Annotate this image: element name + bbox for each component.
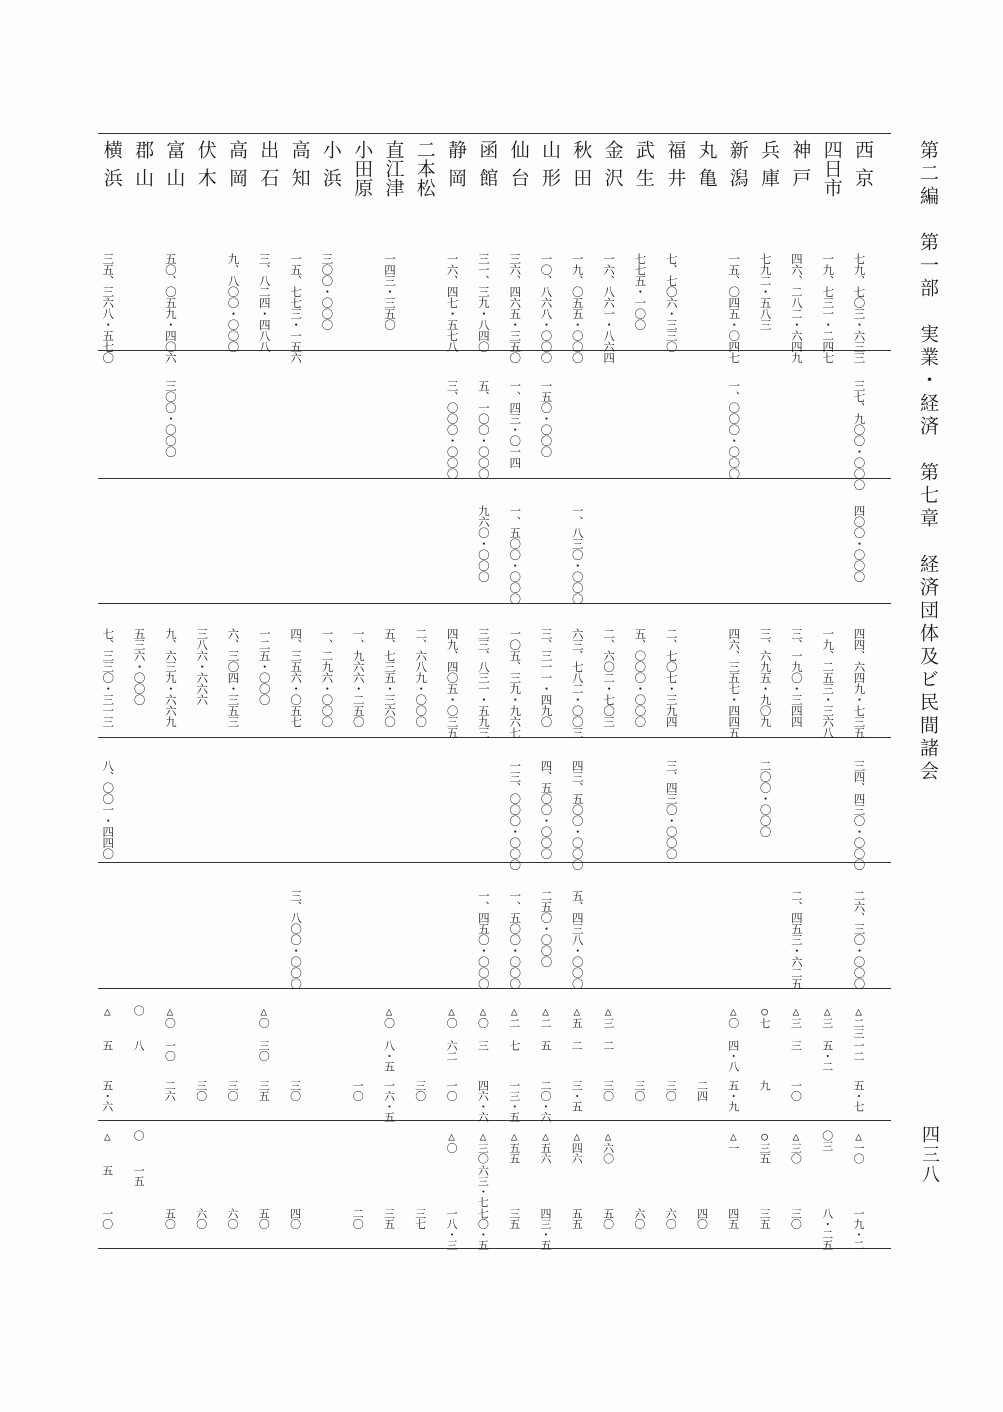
- city-name: 富山: [163, 140, 186, 196]
- cell-c7b: 五・二: [820, 1040, 834, 1072]
- cell-c1: 七九二・五八三: [758, 253, 773, 330]
- cell-c7b: 一二: [852, 1040, 865, 1061]
- cell-c9a: △五六: [539, 1130, 552, 1164]
- cell-c9a: △〇: [445, 1130, 459, 1153]
- city-name: 四日市: [820, 140, 843, 197]
- cell-c7b: 五: [100, 1040, 114, 1051]
- cell-c8: 一〇: [351, 1080, 365, 1101]
- cell-c10: 三〇: [789, 1208, 803, 1229]
- cell-c2: 一五〇・〇〇〇: [539, 380, 554, 457]
- cell-c8: 四六・六: [476, 1080, 490, 1122]
- cell-c4: 四六、三五七・四四五: [727, 628, 742, 738]
- cell-c8: 二四: [695, 1080, 709, 1101]
- cell-c10: 三五: [507, 1208, 521, 1229]
- cell-c1: 一九、七三一・二四七: [821, 253, 836, 363]
- cell-c9b: 五: [100, 1165, 114, 1176]
- table-bottom-rule: [98, 1248, 891, 1249]
- cell-c2: 三〇〇・〇〇〇: [163, 380, 178, 457]
- cell-c10: 一〇: [100, 1208, 114, 1229]
- cell-c7b: 三〇: [257, 1040, 271, 1061]
- cell-c10: 四〇: [695, 1208, 709, 1229]
- cell-c9a: △三〇: [476, 1130, 490, 1164]
- cell-c3: 一、八三〇・〇〇〇: [570, 505, 585, 604]
- cell-c4: 七、三三〇・三一三: [101, 628, 116, 727]
- cell-c9a: △: [100, 1130, 114, 1143]
- cell-c1: 七九、七〇三・六三三: [852, 253, 867, 363]
- cell-c10: 八・二五: [820, 1208, 834, 1250]
- cell-c9b: 六三・七: [476, 1165, 490, 1207]
- cell-c1: 三〇〇・〇〇〇: [320, 253, 335, 330]
- cell-c4: 九、六三九・六六九: [163, 628, 178, 727]
- cell-c4: 二、六八九・〇〇〇: [414, 628, 429, 727]
- cell-c10: 五〇: [163, 1208, 177, 1229]
- cell-c2: 一、〇〇〇・〇〇〇: [727, 380, 742, 479]
- cell-c5: 八、〇〇一・四四〇: [101, 760, 116, 859]
- cell-c5: 二〇〇・〇〇〇: [758, 760, 773, 837]
- city-name: 高岡: [226, 140, 248, 196]
- city-name: 神戸: [789, 140, 812, 196]
- cell-c10: 五〇: [257, 1208, 271, 1229]
- cell-c4: 四、三五六・〇五七: [289, 628, 304, 727]
- cell-c10: 四〇: [288, 1208, 302, 1229]
- cell-c3: 九六〇・〇〇〇: [476, 505, 491, 582]
- cell-c4: 四四、六四九・七三五: [852, 628, 867, 738]
- cell-c2: 三七、九〇〇・〇〇〇: [852, 380, 867, 490]
- cell-c8: 二〇・六: [539, 1080, 552, 1122]
- cell-c2: 三、〇〇〇・〇〇〇: [445, 380, 460, 479]
- cell-c3: 一、五〇〇・〇〇〇: [508, 505, 523, 604]
- city-name: 山形: [539, 140, 561, 196]
- city-name: 静岡: [445, 140, 468, 196]
- cell-c6: 五、四三八・〇〇〇: [570, 890, 585, 989]
- cell-c7b: 七: [507, 1040, 521, 1051]
- cell-c7a: △二三: [852, 1005, 865, 1039]
- cell-c8: 三五: [257, 1080, 271, 1101]
- cell-c4: 六三、七八二・〇〇三: [570, 628, 585, 738]
- cell-c5: 三、四三〇・〇〇〇: [664, 760, 679, 859]
- cell-c9a: ○三五: [758, 1130, 772, 1164]
- row-rule-2: [98, 478, 891, 479]
- cell-c10: 七〇・五: [476, 1208, 490, 1250]
- cell-c10: 三七: [413, 1208, 427, 1229]
- cell-c2: 五、一〇〇・〇〇〇: [476, 380, 491, 479]
- city-name: 福井: [664, 140, 687, 196]
- cell-c7b: 六二: [445, 1040, 459, 1061]
- cell-c4: 六、三〇四・三五三: [226, 628, 241, 727]
- cell-c4: 五、七三五・三六〇: [383, 628, 397, 727]
- cell-c9a: △一: [726, 1130, 740, 1153]
- cell-c8: 二六: [163, 1080, 177, 1101]
- cell-c10: 六〇: [194, 1208, 208, 1229]
- city-name: 秋田: [570, 140, 593, 196]
- cell-c1: 一〇、八六八・〇〇〇: [539, 253, 554, 363]
- city-name: 横浜: [100, 140, 123, 196]
- cell-c9a: △一〇: [852, 1130, 865, 1164]
- cell-c1: 五〇、〇五九・四〇六: [163, 253, 178, 363]
- cell-c1: 一四三・三五〇: [383, 253, 397, 330]
- cell-c4: 一二五・〇〇〇: [257, 628, 272, 705]
- cell-c7a: △三: [601, 1005, 615, 1028]
- city-name: 二本松: [413, 140, 436, 197]
- cell-c1: 九、八〇〇・〇〇〇: [226, 253, 241, 352]
- city-name: 小浜: [319, 140, 342, 196]
- cell-c7b: 四・八: [726, 1040, 740, 1072]
- city-name: 郡山: [132, 140, 155, 196]
- cell-c7b: 八・五: [382, 1040, 396, 1072]
- cell-c6: 一、五〇〇・〇〇〇: [508, 890, 523, 989]
- cell-c1: 一六、八六一・八六四: [602, 253, 617, 363]
- cell-c8: 三〇: [413, 1080, 427, 1101]
- cell-c10: 四三・五: [539, 1208, 552, 1250]
- cell-c4: 五三六・〇〇〇: [132, 628, 147, 705]
- cell-c8: 三〇: [194, 1080, 208, 1101]
- cell-c9a: △三〇: [789, 1130, 803, 1164]
- cell-c8: 三〇: [226, 1080, 239, 1101]
- cell-c4: 三、三一一・四九〇: [539, 628, 554, 727]
- cell-c4: 三、六九五・九〇九: [758, 628, 773, 727]
- cell-c7a: △五: [570, 1005, 584, 1028]
- cell-c9a: △六〇: [601, 1130, 615, 1164]
- cell-c4: 三三、八三一・五九三: [476, 628, 491, 738]
- cell-c8: 三〇: [664, 1080, 678, 1101]
- cell-c7b: 一〇: [163, 1040, 177, 1061]
- cell-c8: 三〇: [288, 1080, 302, 1101]
- cell-c4: 一〇五、三九・九六七: [508, 628, 523, 738]
- cell-c10: 六〇: [664, 1208, 678, 1229]
- city-name: 伏木: [194, 140, 217, 196]
- cell-c7b: 二: [601, 1040, 615, 1051]
- city-name: 金沢: [601, 140, 624, 196]
- cell-c1: 一五、七七三・一五六: [289, 253, 304, 363]
- cell-c7b: 三: [476, 1040, 490, 1051]
- cell-c7a: △〇: [163, 1005, 177, 1028]
- cell-c9a: △五五: [507, 1130, 521, 1164]
- cell-c7a: △〇: [382, 1005, 396, 1028]
- cell-c8: 一三・五: [507, 1080, 521, 1122]
- cell-c7a: △二: [539, 1005, 552, 1028]
- cell-c10: 六〇: [226, 1208, 239, 1229]
- cell-c6: 三、八〇〇・〇〇〇: [289, 890, 304, 989]
- cell-c1: 一六、四七・五七八: [445, 253, 460, 352]
- cell-c8: 三〇: [601, 1080, 615, 1101]
- city-name: 高知: [288, 140, 311, 196]
- cell-c6: 二五〇・〇〇〇: [539, 890, 554, 967]
- cell-c1: 三一、三九・八四〇: [476, 253, 491, 352]
- cell-c7b: 五: [539, 1040, 552, 1051]
- table-top-rule: [98, 133, 891, 134]
- cell-c8: 一〇: [789, 1080, 803, 1101]
- cell-c9a: 〇三: [820, 1130, 834, 1151]
- cell-c7a: △三: [789, 1005, 803, 1028]
- city-name: 函館: [476, 140, 499, 196]
- cell-c8: 一〇: [445, 1080, 459, 1101]
- cell-c4: 三八六・六六六: [195, 628, 210, 705]
- cell-c6: 二、四五三・六二五: [789, 890, 804, 989]
- cell-c5: 三四、四三〇・〇〇〇: [852, 760, 867, 870]
- cell-c1: 七、七〇六・三三〇: [664, 253, 679, 352]
- city-name: 西京: [852, 140, 874, 196]
- cell-c7a: △〇: [476, 1005, 490, 1028]
- cell-c8: 九: [758, 1080, 772, 1091]
- cell-c10: 三五: [382, 1208, 396, 1229]
- cell-c7a: △〇: [257, 1005, 271, 1028]
- cell-c8: 五・七: [852, 1080, 865, 1112]
- cell-c1: 一五、〇四五・〇四七: [727, 253, 742, 363]
- cell-c4: 五、〇〇〇・〇〇〇: [633, 628, 648, 727]
- row-rule-1: [98, 350, 891, 351]
- cell-c8: 三〇: [632, 1080, 646, 1101]
- cell-c4: 二、七〇七・三九四: [664, 628, 679, 727]
- cell-c10: 二〇: [351, 1208, 365, 1229]
- cell-c10: 一九・二: [852, 1208, 865, 1250]
- cell-c8: 五・九: [726, 1080, 740, 1112]
- cell-c5: 四、五〇〇・〇〇〇: [539, 760, 554, 859]
- city-name: 出石: [257, 140, 280, 196]
- cell-c4: 三、一九〇・三四四: [789, 628, 804, 727]
- running-header: 第二編 第一部 実業・経済 第七章 経済団体及ビ民間諸会: [917, 140, 939, 784]
- row-rule-3: [98, 603, 891, 604]
- city-name: 仙台: [507, 140, 530, 196]
- cell-c7a: △〇: [445, 1005, 459, 1028]
- cell-c9b: 一五: [132, 1165, 146, 1186]
- row-rule-4: [98, 737, 891, 738]
- cell-c7b: 三: [789, 1040, 803, 1051]
- cell-c10: 六〇: [632, 1208, 646, 1229]
- cell-c10: 一八・三: [445, 1208, 459, 1250]
- cell-c7a: △三: [820, 1005, 834, 1028]
- cell-c8: 一六・五: [382, 1080, 396, 1122]
- cell-c10: 五五: [570, 1208, 584, 1229]
- cell-c1: 四六、二八二・六四九: [789, 253, 804, 363]
- cell-c2: 一、四三・〇一四: [508, 380, 523, 468]
- cell-c8: 三・五: [570, 1080, 584, 1112]
- cell-c10: 四五: [726, 1208, 740, 1229]
- cell-c6: 二六、三〇・〇〇〇: [852, 890, 867, 989]
- cell-c7a: △〇: [726, 1005, 740, 1028]
- row-rule-7: [98, 1120, 891, 1121]
- cell-c10: 三五: [758, 1208, 772, 1229]
- cell-c7a: △: [100, 1005, 114, 1018]
- cell-c1: 七七五・一〇〇: [633, 253, 648, 330]
- city-name: 直江津: [382, 140, 405, 197]
- cell-c10: 五〇: [601, 1208, 615, 1229]
- cell-c7b: 二: [570, 1040, 584, 1051]
- cell-c5: 四三、五〇〇・〇〇〇: [570, 760, 585, 870]
- page-number: 四三八: [919, 1125, 940, 1185]
- cell-c6: 一、四五〇・〇〇〇: [476, 890, 491, 989]
- cell-c7a: ○七: [758, 1005, 772, 1028]
- cell-c4: 二、六〇二・七〇三: [602, 628, 617, 727]
- cell-c7b: 八: [132, 1040, 146, 1051]
- cell-c1: 三六、四六五・三五〇: [508, 253, 523, 363]
- cell-c3: 四〇〇・〇〇〇: [852, 505, 867, 582]
- cell-c4: 一、九六六・二五〇: [351, 628, 366, 727]
- cell-c4: 一、二九六・〇〇〇: [320, 628, 335, 727]
- city-name: 丸亀: [695, 140, 718, 196]
- cell-c1: 三五、三六八・五七〇: [101, 253, 116, 363]
- cell-c7a: △二: [507, 1005, 521, 1028]
- cell-c9a: △四六: [570, 1130, 584, 1164]
- city-name: 小田原: [351, 140, 374, 197]
- cell-c8: 五・六: [100, 1080, 114, 1112]
- cell-c1: 一九、〇五五・〇〇〇: [570, 253, 585, 363]
- city-name: 新潟: [726, 140, 749, 196]
- cell-c4: 一九、二五三・三六八: [821, 628, 836, 738]
- row-rule-5: [98, 862, 891, 863]
- cell-c1: 三、八二四・四八八: [257, 253, 272, 352]
- city-name: 武生: [632, 140, 655, 196]
- cell-c7a: 〇: [132, 1005, 146, 1016]
- city-name: 兵庫: [758, 140, 781, 196]
- row-rule-6: [98, 988, 891, 989]
- cell-c4: 四九、四〇五・〇三五: [445, 628, 460, 738]
- cell-c5: 一三、〇〇〇・〇〇〇: [508, 760, 523, 870]
- cell-c9a: 〇: [132, 1130, 146, 1141]
